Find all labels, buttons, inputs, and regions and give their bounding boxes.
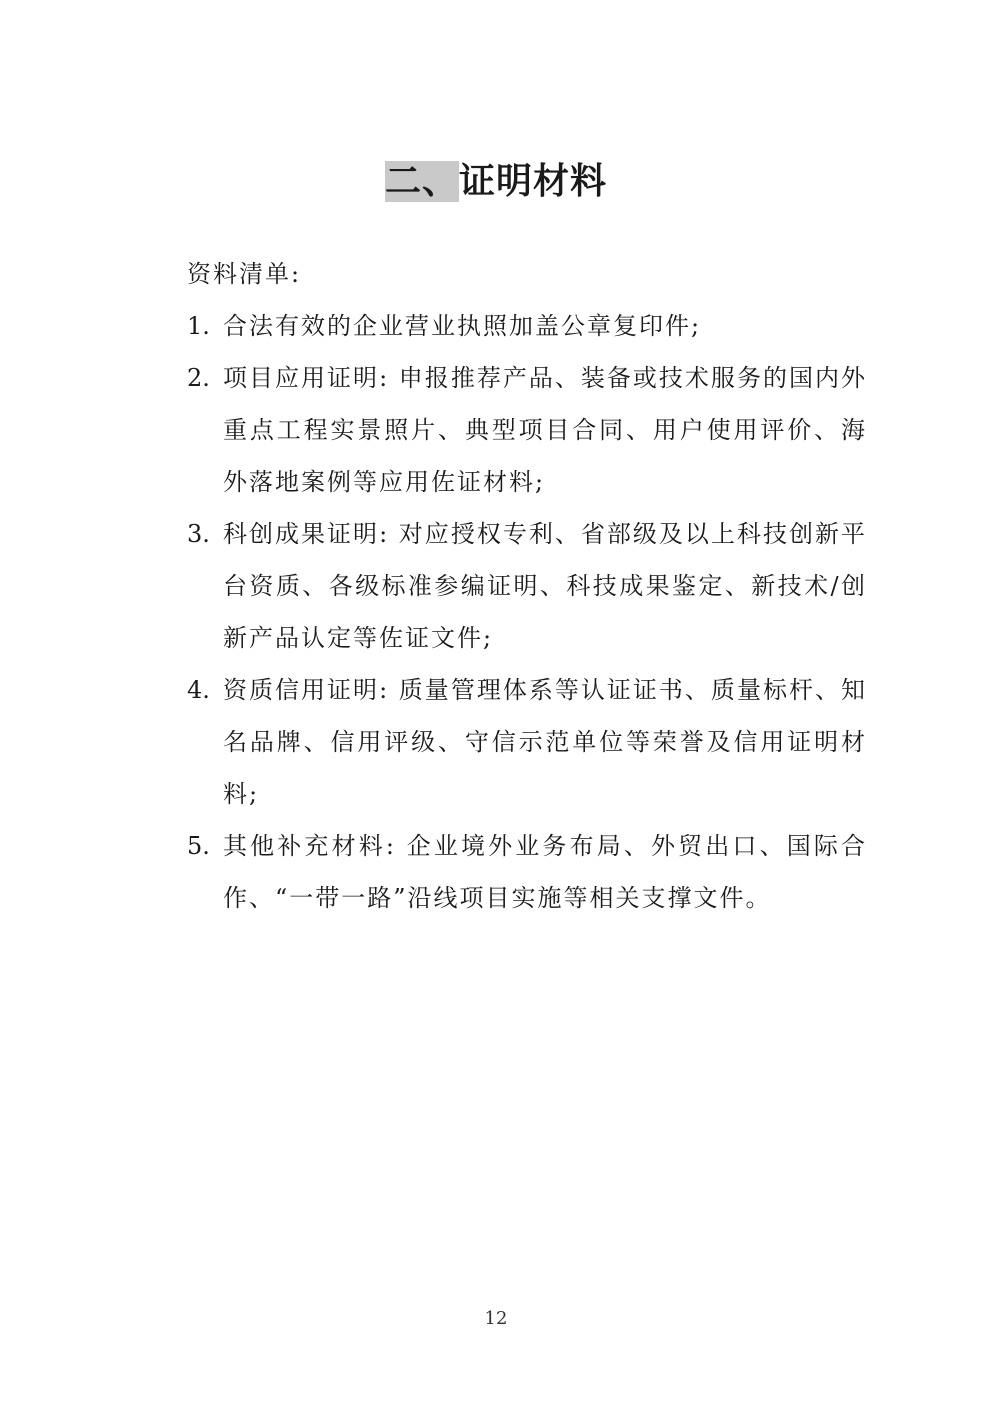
page-number: 12 (484, 1308, 508, 1329)
list-item-number: 5. (187, 832, 210, 860)
list-item (187, 352, 867, 508)
list-item-number: 4. (187, 676, 210, 704)
title-text: 证明材料 (459, 161, 608, 203)
list-intro: 资料清单: (187, 260, 302, 288)
list-item-text: 项目应用证明: 申报推荐产品、装备或技术服务的国内外重点工程实景照片、典型项目合同、用户使用评价、海外落地案例等应用佐证材料; (223, 364, 867, 496)
list-item (187, 664, 867, 820)
list-item-number: 1. (187, 312, 210, 340)
list-item-number: 2. (187, 364, 210, 392)
page-title (0, 154, 992, 210)
list-item-text: 科创成果证明: 对应授权专利、省部级及以上科技创新平台资质、各级标准参编证明、科技成果鉴定、新技术/创新产品认定等佐证文件; (223, 520, 867, 652)
document-body (187, 248, 867, 924)
title-highlighted-prefix: 二、 (384, 161, 459, 203)
list-item (187, 508, 867, 664)
list-item-text: 合法有效的企业营业执照加盖公章复印件; (223, 312, 702, 340)
materials-list (187, 300, 867, 924)
list-item-text: 资质信用证明: 质量管理体系等认证证书、质量标杆、知名品牌、信用评级、守信示范单位等荣誉及信用证明材料; (223, 676, 867, 808)
list-item-text: 其他补充材料: 企业境外业务布局、外贸出口、国际合作、“一带一路”沿线项目实施等相关支撑文件。 (223, 832, 867, 912)
list-item-number: 3. (187, 520, 210, 548)
list-item (187, 300, 867, 352)
list-item (187, 820, 867, 924)
